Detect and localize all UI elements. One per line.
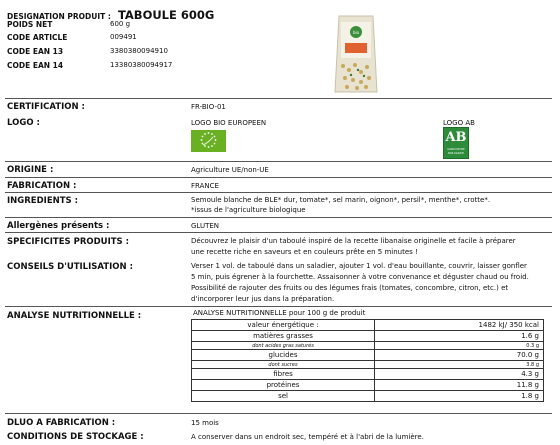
nutrient-value: 4.3 g: [375, 369, 544, 380]
poids-net-label: POIDS NET: [7, 20, 53, 29]
ean13-label: CODE EAN 13: [7, 47, 64, 56]
ean14-value: 13380380094917: [110, 61, 173, 69]
divider: [5, 177, 552, 178]
svg-text:bio: bio: [352, 30, 360, 35]
divider: [5, 306, 552, 307]
table-row: [192, 320, 544, 331]
table-row: [192, 391, 544, 402]
ab-logo-text: AB: [445, 130, 467, 145]
nutrient-name: dont acides gras saturés: [192, 342, 375, 350]
nutrient-value: 3.8 g: [375, 361, 544, 369]
divider: [5, 98, 552, 99]
dluo-value: 15 mois: [191, 419, 219, 427]
ingredients-line-1: Semoule blanche de BLE* dur, tomate*, sel marin, oignon*, persil*, menthe*, crotte*.: [191, 196, 491, 204]
table-row: [192, 331, 544, 342]
logo-label: LOGO :: [7, 118, 40, 128]
nutrient-name: valeur énergétique :: [192, 320, 375, 331]
table-row: [192, 350, 544, 361]
designation-value: TABOULE 600G: [117, 8, 215, 22]
ingredients-line-2: *issus de l'agriculture biologique: [191, 206, 306, 214]
stockage-value: A conserver dans un endroit sec, tempéré et à l'abri de la lumière.: [191, 433, 424, 441]
code-article-value: 009491: [110, 33, 137, 41]
code-article-label: CODE ARTICLE: [7, 33, 68, 42]
nutrient-value: 70.0 g: [375, 350, 544, 361]
nutrition-table: [191, 319, 544, 402]
ab-logo-icon: [443, 127, 469, 159]
nutrient-name: matières grasses: [192, 331, 375, 342]
nutrition-table-title: ANALYSE NUTRITIONNELLE pour 100 g de produit: [193, 309, 366, 317]
nutrient-value: 11.8 g: [375, 380, 544, 391]
allergenes-value: GLUTEN: [191, 222, 220, 230]
conseils-line-3: Possibilité de rajouter des fruits ou des légumes frais (tomates, concombre, citron, etc.) et: [191, 284, 509, 292]
certification-value: FR-BIO-01: [191, 103, 226, 111]
table-row: [192, 342, 544, 350]
conseils-label: CONSEILS D'UTILISATION :: [7, 262, 133, 272]
nutrient-name: glucides: [192, 350, 375, 361]
eu-organic-logo-icon: [191, 130, 226, 152]
table-row: [192, 369, 544, 380]
analyse-label: ANALYSE NUTRITIONNELLE :: [7, 311, 142, 321]
stockage-label: CONDITIONS DE STOCKAGE :: [7, 432, 144, 442]
nutrient-name: protéines: [192, 380, 375, 391]
specificites-label: SPECIFICITES PRODUITS :: [7, 237, 130, 247]
specificites-line-2: une recette riche en saveurs et en couleurs prête en 5 minutes !: [191, 248, 418, 256]
divider: [5, 217, 552, 218]
nutrient-value: 1.6 g: [375, 331, 544, 342]
table-row: [192, 361, 544, 369]
nutrient-name: sel: [192, 391, 375, 402]
certification-label: CERTIFICATION :: [7, 102, 85, 112]
designation-label: DESIGNATION PRODUIT :: [7, 12, 111, 21]
poids-net-value: 600 g: [110, 20, 131, 28]
dluo-label: DLUO A FABRICATION :: [7, 418, 116, 428]
conseils-line-2: 5 min, puis égrener à la fourchette. Assaisonner à votre convenance et déguster chaud ou froid.: [191, 273, 529, 281]
specificites-line-1: Découvrez le plaisir d'un taboulé inspiré de la recette libanaise originelle et facile à préparer: [191, 237, 516, 245]
nutrient-value: 1482 kJ/ 350 kcal: [375, 320, 544, 331]
divider: [5, 413, 552, 414]
origine-label: ORIGINE :: [7, 165, 54, 175]
nutrient-name: dont sucres: [192, 361, 375, 369]
fabrication-label: FABRICATION :: [7, 181, 77, 191]
allergenes-label: Allergènes présents :: [7, 221, 110, 231]
divider: [5, 161, 552, 162]
origine-value: Agriculture UE/non-UE: [191, 166, 269, 174]
divider: [5, 192, 552, 193]
ingredients-label: INGREDIENTS :: [7, 196, 79, 206]
conseils-line-1: Verser 1 vol. de taboulé dans un saladier, ajouter 1 vol. d'eau bouillante, couvrir, laisser gonfler: [191, 262, 527, 270]
table-row: [192, 380, 544, 391]
nutrient-value: 1.8 g: [375, 391, 544, 402]
ean14-label: CODE EAN 14: [7, 61, 64, 70]
eu-logo-caption: LOGO BIO EUROPEEN: [191, 119, 267, 127]
fabrication-value: FRANCE: [191, 182, 219, 190]
divider: [5, 232, 552, 233]
nutrient-name: fibres: [192, 369, 375, 380]
ab-logo-caption: LOGO AB: [443, 119, 475, 127]
conseils-line-4: d'incorporer leur jus dans la préparation.: [191, 295, 335, 303]
package-image: [331, 12, 381, 94]
nutrient-value: 0.3 g: [375, 342, 544, 350]
ean13-value: 3380380094910: [110, 47, 168, 55]
ab-logo-subtext: AGRICULTURE BIOLOGIQUE: [447, 148, 465, 155]
